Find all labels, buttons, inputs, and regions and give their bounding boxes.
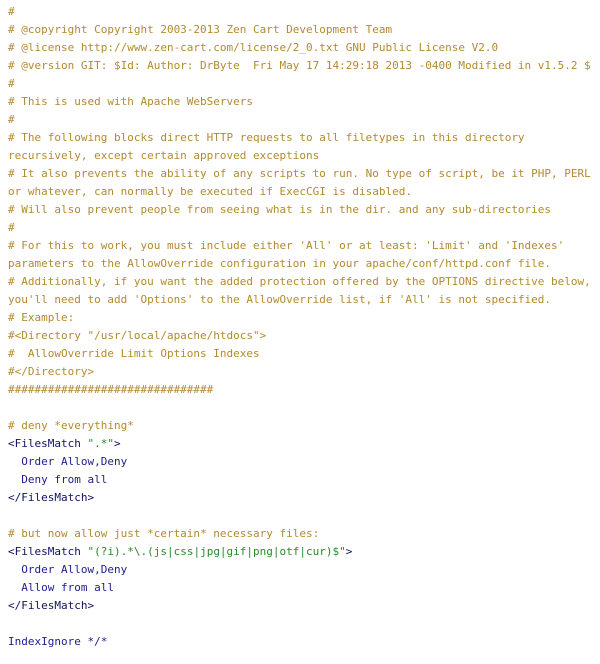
code-comment: # deny *everything* xyxy=(8,419,134,432)
code-comment: # AllowOverride Limit Options Indexes xyxy=(8,347,260,360)
code-line xyxy=(8,507,592,525)
code-comment: # xyxy=(8,221,15,234)
code-directive: Order Allow,Deny xyxy=(8,563,128,576)
code-line xyxy=(8,219,592,237)
code-comment: # xyxy=(8,77,15,90)
code-line xyxy=(8,21,592,39)
code-line xyxy=(8,237,592,273)
code-line xyxy=(8,3,592,21)
code-tag-argument: ".*" xyxy=(87,437,114,450)
code-comment: # It also prevents the ability of any scripts to run. No type of script, be it PHP, PERL or whatever, can normally be executed if ExecCGI is disabled. xyxy=(8,167,598,198)
code-comment: # @version GIT: $Id: Author: DrByte Fri May 17 14:29:18 2013 -0400 Modified in v1.5.2 $ xyxy=(8,59,591,72)
code-comment: # Will also prevent people from seeing what is in the dir. and any sub-directories xyxy=(8,203,552,216)
code-line xyxy=(8,201,592,219)
code-line xyxy=(8,111,592,129)
code-comment: #<Directory "/usr/local/apache/htdocs"> xyxy=(8,329,267,342)
code-line xyxy=(8,165,598,201)
code-line xyxy=(8,417,592,435)
code-line xyxy=(8,543,592,561)
code-line xyxy=(8,435,592,453)
code-line xyxy=(8,615,592,633)
code-line xyxy=(8,345,592,363)
code-line xyxy=(8,453,592,471)
code-line xyxy=(8,363,592,381)
code-tag: <FilesMatch xyxy=(8,437,88,450)
code-line xyxy=(8,579,592,597)
code-directive: Order Allow,Deny xyxy=(8,455,128,468)
code-line xyxy=(8,399,592,417)
code-line xyxy=(8,93,592,111)
code-directive: Deny from all xyxy=(8,473,108,486)
code-tag-close-bracket: > xyxy=(345,545,353,558)
code-directive: </FilesMatch> xyxy=(8,599,95,612)
code-line xyxy=(8,39,592,57)
code-line xyxy=(8,327,592,345)
code-line xyxy=(8,273,598,309)
code-comment: # xyxy=(8,113,15,126)
code-line xyxy=(8,489,592,507)
code-line xyxy=(8,57,592,75)
code-line xyxy=(8,597,592,615)
code-comment: #</Directory> xyxy=(8,365,95,378)
code-comment: # @copyright Copyright 2003-2013 Zen Cart Development Team xyxy=(8,23,393,36)
code-directive: Allow from all xyxy=(8,581,114,594)
code-line xyxy=(8,525,592,543)
code-comment: # For this to work, you must include either 'All' or at least: 'Limit' and 'Indexes' parameters to the AllowOverride configuration in your apache/conf/httpd.conf file. xyxy=(8,239,571,270)
code-comment: # The following blocks direct HTTP requests to all filetypes in this directory recursively, except certain approved exceptions xyxy=(8,131,532,162)
code-comment: # @license http://www.zen-cart.com/license/2_0.txt GNU Public License V2.0 xyxy=(8,41,499,54)
code-comment: # Example: xyxy=(8,311,75,324)
code-tag: <FilesMatch xyxy=(8,545,88,558)
code-line xyxy=(8,309,592,327)
code-tag-close-bracket: > xyxy=(113,437,121,450)
code-line xyxy=(8,633,592,651)
code-line xyxy=(8,129,592,165)
code-line xyxy=(8,561,592,579)
code-directive: IndexIgnore */* xyxy=(8,635,108,648)
code-line xyxy=(8,75,592,93)
code-comment: # but now allow just *certain* necessary files: xyxy=(8,527,320,540)
code-line xyxy=(8,381,592,399)
code-comment: # This is used with Apache WebServers xyxy=(8,95,254,108)
code-comment: # xyxy=(8,5,15,18)
code-comment: # Additionally, if you want the added protection offered by the OPTIONS directive below, you'll need to add 'Options' to the AllowOverride list, if 'All' is not specified. xyxy=(8,275,598,306)
code-comment: ############################### xyxy=(8,383,214,396)
code-tag-argument: "(?i).*\.(js|css|jpg|gif|png|otf|cur)$" xyxy=(87,545,346,558)
code-line xyxy=(8,471,592,489)
code-directive: </FilesMatch> xyxy=(8,491,95,504)
